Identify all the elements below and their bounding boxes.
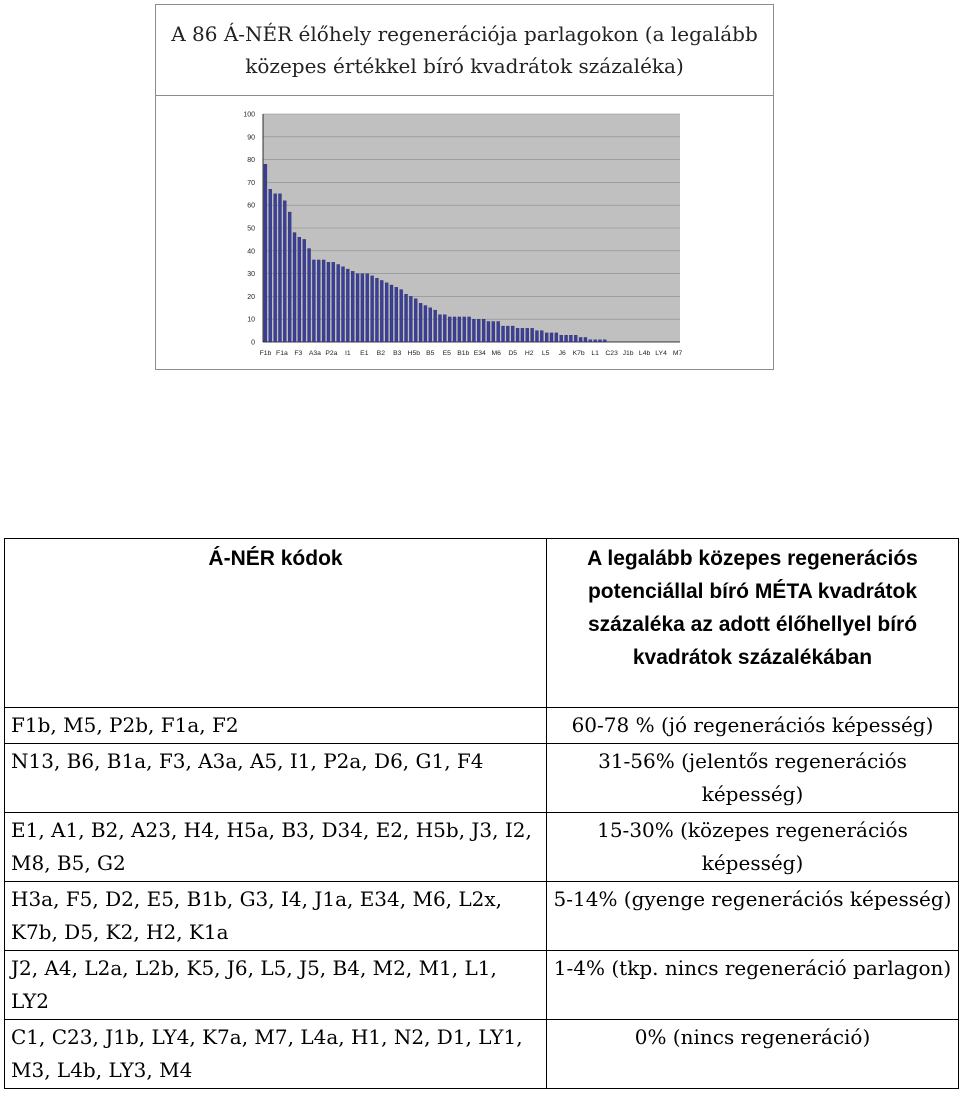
bar bbox=[361, 274, 364, 342]
bar bbox=[405, 294, 408, 342]
bar bbox=[303, 239, 306, 342]
codes-cell: J2, A4, L2a, L2b, K5, J6, L5, J5, B4, M2, M1, L1, LY2 bbox=[5, 951, 547, 1020]
bar bbox=[574, 335, 577, 342]
y-tick-label: 90 bbox=[247, 134, 255, 142]
bar bbox=[332, 262, 335, 342]
bar bbox=[560, 335, 563, 342]
x-tick-label: M6 bbox=[491, 350, 501, 357]
x-tick-label: P2a bbox=[325, 350, 338, 357]
chart-title: A 86 Á-NÉR élőhely regenerációja parlagokon (a legalább közepes értékkel bíró kvadrátok százaléka) bbox=[171, 22, 758, 78]
bar bbox=[603, 340, 606, 342]
x-tick-label: F3 bbox=[294, 350, 303, 357]
bar bbox=[322, 260, 325, 342]
bar bbox=[278, 194, 281, 342]
bar bbox=[506, 326, 509, 342]
y-tick-label: 0 bbox=[251, 339, 255, 347]
bar bbox=[502, 326, 505, 342]
y-tick-label: 20 bbox=[247, 293, 255, 301]
table-row bbox=[5, 744, 959, 813]
bar bbox=[453, 317, 456, 342]
bar bbox=[424, 306, 427, 342]
x-tick-label: C23 bbox=[605, 350, 618, 357]
chart-title-box bbox=[156, 5, 773, 96]
x-tick-label: L4b bbox=[638, 350, 651, 357]
bar bbox=[434, 310, 437, 342]
codes-cell: C1, C23, J1b, LY4, K7a, M7, L4a, H1, N2, D1, LY1, M3, L4b, LY3, M4 bbox=[5, 1020, 547, 1089]
bar bbox=[288, 212, 291, 342]
x-tick-label: A3a bbox=[308, 350, 321, 357]
bar bbox=[342, 267, 345, 342]
bar bbox=[351, 271, 354, 342]
bar bbox=[594, 340, 597, 342]
bar bbox=[274, 194, 277, 342]
bar bbox=[337, 264, 340, 342]
codes-cell: F1b, M5, P2b, F1a, F2 bbox=[5, 708, 547, 744]
bar bbox=[380, 280, 383, 342]
header-codes: Á-NÉR kódok bbox=[5, 539, 547, 708]
bar bbox=[356, 274, 359, 342]
x-tick-label: E1 bbox=[360, 350, 369, 357]
table-row bbox=[5, 1020, 959, 1089]
chart-panel bbox=[155, 4, 774, 370]
category-cell: 1-4% (tkp. nincs regeneráció parlagon) bbox=[547, 951, 959, 1020]
x-tick-label: J6 bbox=[558, 350, 566, 357]
bar bbox=[366, 274, 369, 342]
bar bbox=[409, 296, 412, 342]
bar bbox=[264, 164, 267, 342]
x-tick-label: H2 bbox=[524, 350, 534, 357]
codes-cell: N13, B6, B1a, F3, A3a, A5, I1, P2a, D6, G1, F4 bbox=[5, 744, 547, 813]
bar bbox=[317, 260, 320, 342]
table-row bbox=[5, 951, 959, 1020]
bar bbox=[312, 260, 315, 342]
category-cell: 60-78 % (jó regenerációs képesség) bbox=[547, 708, 959, 744]
bar bbox=[443, 315, 446, 342]
bar bbox=[545, 333, 548, 342]
y-tick-label: 60 bbox=[247, 202, 255, 210]
bar bbox=[482, 319, 485, 342]
x-tick-label: E34 bbox=[473, 350, 486, 357]
x-tick-label: E5 bbox=[442, 350, 451, 357]
y-tick-label: 50 bbox=[247, 225, 255, 233]
bar bbox=[283, 201, 286, 342]
bar bbox=[327, 262, 330, 342]
x-tick-label: F1b bbox=[259, 350, 272, 357]
x-tick-label: M7 bbox=[672, 350, 683, 357]
bar bbox=[395, 287, 398, 342]
bar bbox=[569, 335, 572, 342]
x-tick-label: B3 bbox=[393, 350, 402, 357]
x-tick-label: LY4 bbox=[655, 350, 667, 357]
table-row bbox=[5, 708, 959, 744]
bar bbox=[511, 326, 514, 342]
y-tick-label: 10 bbox=[247, 316, 255, 324]
bar bbox=[555, 333, 558, 342]
x-tick-label: J1b bbox=[622, 350, 634, 357]
y-tick-label: 70 bbox=[247, 179, 255, 187]
bar bbox=[565, 335, 568, 342]
table-header-row bbox=[5, 539, 959, 708]
bar bbox=[598, 340, 601, 342]
bar bbox=[458, 317, 461, 342]
y-tick-label: 80 bbox=[247, 157, 255, 165]
bar bbox=[429, 308, 432, 342]
bar bbox=[589, 340, 592, 342]
bar-chart bbox=[156, 96, 773, 369]
category-cell: 5-14% (gyenge regenerációs képesség) bbox=[547, 882, 959, 951]
bar bbox=[414, 299, 417, 342]
y-tick-label: 30 bbox=[247, 271, 255, 279]
bar bbox=[584, 337, 587, 342]
bar bbox=[492, 321, 495, 342]
codes-cell: E1, A1, B2, A23, H4, H5a, B3, D34, E2, H5b, J3, I2, M8, B5, G2 bbox=[5, 813, 547, 882]
bar bbox=[438, 315, 441, 342]
bar bbox=[497, 321, 500, 342]
table-row bbox=[5, 813, 959, 882]
bar bbox=[385, 283, 388, 342]
x-tick-label: B5 bbox=[426, 350, 435, 357]
x-tick-label: D5 bbox=[508, 350, 518, 357]
x-tick-label: L5 bbox=[541, 350, 550, 357]
x-tick-label: H5b bbox=[407, 350, 421, 357]
bar bbox=[535, 331, 538, 342]
x-tick-label: I1 bbox=[345, 350, 351, 357]
bar bbox=[346, 269, 349, 342]
bar bbox=[477, 319, 480, 342]
category-cell: 0% (nincs regeneráció) bbox=[547, 1020, 959, 1089]
bar bbox=[400, 290, 403, 342]
bar bbox=[298, 237, 301, 342]
bar bbox=[540, 331, 543, 342]
bar bbox=[579, 337, 582, 342]
bar bbox=[448, 317, 451, 342]
bar bbox=[308, 249, 311, 342]
bar bbox=[293, 233, 296, 342]
bar bbox=[463, 317, 466, 342]
x-tick-label: B2 bbox=[376, 350, 385, 357]
bar bbox=[371, 276, 374, 342]
category-cell: 15-30% (közepes regenerációs képesség) bbox=[547, 813, 959, 882]
bar bbox=[550, 333, 553, 342]
habitat-code-table bbox=[4, 538, 959, 1089]
x-tick-label: B1b bbox=[457, 350, 470, 357]
y-tick-label: 100 bbox=[243, 111, 255, 119]
x-tick-label: F1a bbox=[276, 350, 288, 357]
bar bbox=[375, 278, 378, 342]
x-tick-label: L1 bbox=[591, 350, 599, 357]
bar bbox=[390, 285, 393, 342]
bar bbox=[526, 328, 529, 342]
y-tick-label: 40 bbox=[247, 248, 255, 256]
x-tick-label: K7b bbox=[572, 350, 585, 357]
header-percent: A legalább közepes regenerációs potenciállal bíró MÉTA kvadrátok százaléka az adott élőhellyel bíró kvadrátok százalékában bbox=[547, 539, 959, 708]
table-row bbox=[5, 882, 959, 951]
bar bbox=[419, 303, 422, 342]
bar bbox=[531, 328, 534, 342]
bar bbox=[521, 328, 524, 342]
bar bbox=[516, 328, 519, 342]
bar bbox=[269, 189, 272, 342]
bar bbox=[487, 321, 490, 342]
bar bbox=[468, 317, 471, 342]
category-cell: 31-56% (jelentős regenerációs képesség) bbox=[547, 744, 959, 813]
bar bbox=[472, 319, 475, 342]
codes-cell: H3a, F5, D2, E5, B1b, G3, I4, J1a, E34, M6, L2x, K7b, D5, K2, H2, K1a bbox=[5, 882, 547, 951]
